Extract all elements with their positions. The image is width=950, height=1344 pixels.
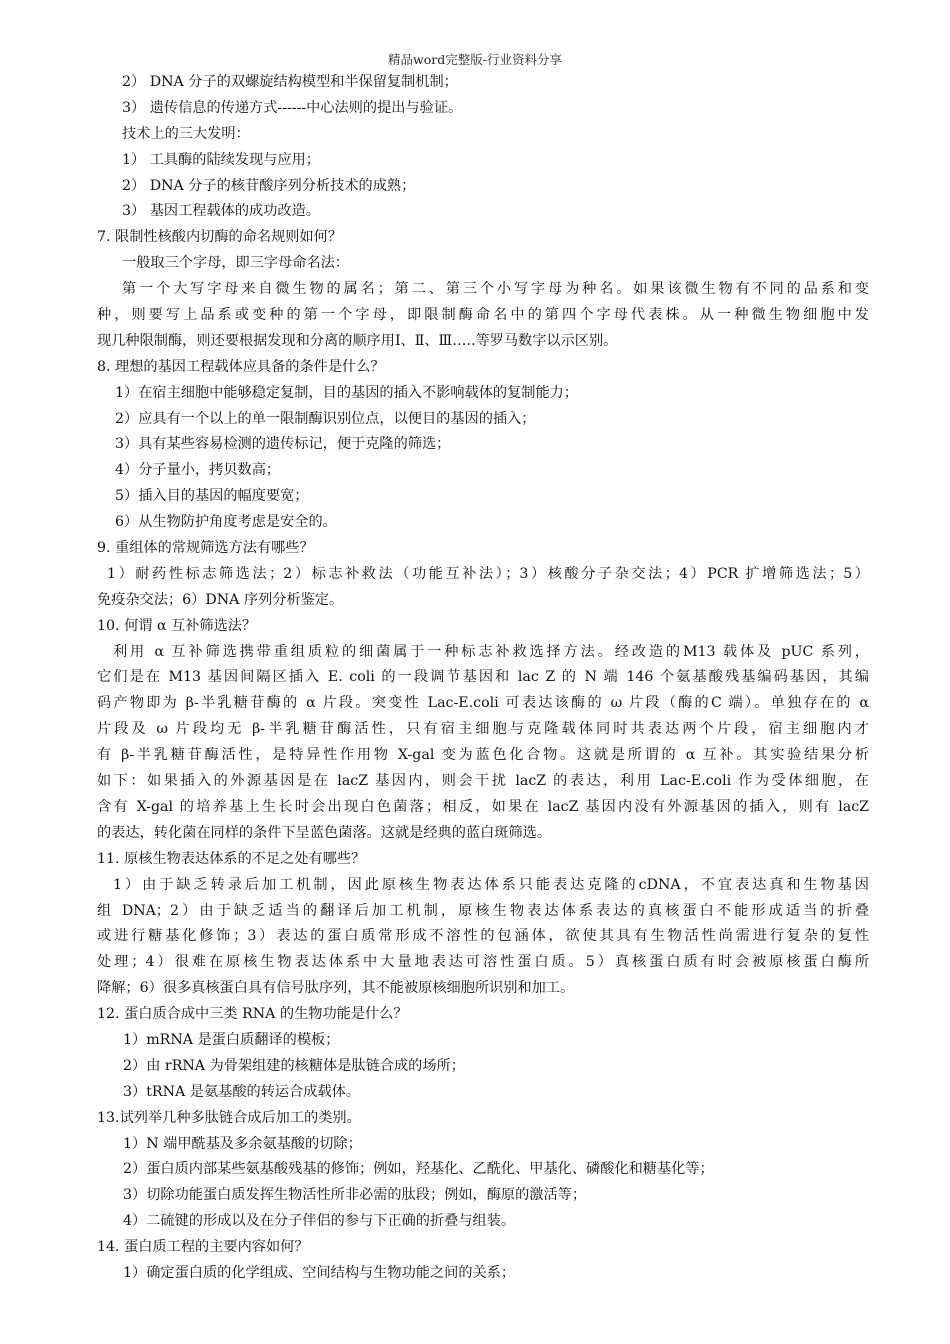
text-line: 10. 何谓 α 互补筛选法？ <box>97 617 257 634</box>
page-header: 精品word完整版-行业资料分享 <box>388 52 562 67</box>
text-line: 种，则要写上品系或变种的第一个字母，即限制酶命名中的第四个字母代表株。从一种微生物细胞中发 <box>97 307 869 324</box>
text-line: 1）在宿主细胞中能够稳定复制，目的基因的插入不影响载体的复制能力； <box>115 384 579 401</box>
text-line: 1）由于缺乏转录后加工机制，因此原核生物表达体系只能表达克隆的cDNA，不宜表达真和生物基因 <box>113 876 869 893</box>
text-line: 4）二硫键的形成以及在分子伴侣的参与下正确的折叠与组装。 <box>123 1213 516 1230</box>
text-line: 11. 原核生物表达体系的不足之处有哪些？ <box>97 850 366 867</box>
text-line: 处理；4）很难在原核生物表达体系中大量地表达可溶性蛋白质。5）真核蛋白质有时会被原核蛋白酶所 <box>97 954 869 971</box>
text-line: 的表达，转化菌在同样的条件下呈蓝色菌落。这就是经典的蓝白斑筛选。 <box>97 824 552 841</box>
text-line: 有 β-半乳糖苷酶活性，是特异性作用物 X-gal 变为蓝色化合物。这就是所谓的 α 互补。其实验结果分析 <box>97 747 869 764</box>
text-line: 2） DNA 分子的核苷酸序列分析技术的成熟； <box>122 177 416 194</box>
text-line: 7. 限制性核酸内切酶的命名规则如何？ <box>97 229 343 246</box>
text-line: 它们是在 M13 基因间隔区插入 E. coli 的一段调节基因和 lac Z 的 N 端 146 个氨基酸残基编码基因，其编 <box>97 669 869 686</box>
text-line: 4）分子量小，拷贝数高； <box>115 462 281 479</box>
text-line: 2）应具有一个以上的单一限制酶识别位点，以便目的基因的插入； <box>115 410 536 427</box>
text-line: 含有 X-gal 的培养基上生长时会出现白色菌落；相反，如果在 lacZ 基因内没有外源基因的插入，则有 lacZ <box>97 798 869 815</box>
text-line: 技术上的三大发明： <box>122 125 250 142</box>
text-line: 免疫杂交法；6）DNA 序列分析鉴定。 <box>97 591 344 608</box>
text-line: 14. 蛋白质工程的主要内容如何？ <box>97 1239 309 1256</box>
text-line: 2）蛋白质内部某些氨基酸残基的修饰；例如，羟基化、乙酰化、甲基化、磷酸化和糖基化等； <box>123 1161 714 1178</box>
text-line: 1）确定蛋白质的化学组成、空间结构与生物功能之间的关系； <box>123 1264 516 1281</box>
text-line: 3）tRNA 是氨基酸的转运合成载体。 <box>123 1083 361 1100</box>
text-line: 或进行糖基化修饰；3）表达的蛋白质常形成不溶性的包涵体，欲使其具有生物活性尚需进行复杂的复性 <box>97 928 869 945</box>
text-line: 13.试列举几种多肽链合成后加工的类别。 <box>97 1109 361 1126</box>
text-line: 3）具有某些容易检测的遗传标记，便于克隆的筛选； <box>115 436 451 453</box>
text-line: 3） 遗传信息的传递方式------中心法则的提出与验证。 <box>122 99 463 116</box>
text-line: 码产物即为 β-半乳糖苷酶的 α 片段。突变性 Lac-E.coli 可表达该酶的 ω 片段（酶的C 端）。单独存在的 α <box>97 695 869 712</box>
text-line: 8. 理想的基因工程载体应具备的条件是什么？ <box>97 358 385 375</box>
text-line: 1） 工具酶的陆续发现与应用； <box>122 151 320 168</box>
text-line: 如下：如果插入的外源基因是在 lacZ 基因内，则会干扰 lacZ 的表达，利用 Lac-E.coli 作为受体细胞，在 <box>97 773 869 790</box>
text-line: 第一个大写字母来自微生物的属名；第二、第三个小写字母为种名。如果该微生物有不同的品系和变 <box>122 281 869 298</box>
text-line: 1）耐药性标志筛选法；2）标志补救法（功能互补法）；3）核酸分子杂交法；4）PCR 扩增筛选法；5） <box>107 565 869 582</box>
text-line: 5）插入目的基因的幅度要宽； <box>115 488 309 505</box>
text-line: 9. 重组体的常规筛选方法有哪些？ <box>97 540 314 557</box>
text-line: 组 DNA；2）由于缺乏适当的翻译后加工机制，原核生物表达体系表达的真核蛋白不能形成适当的折叠 <box>97 902 869 919</box>
text-line: 一般取三个字母，即三字母命名法： <box>122 255 350 272</box>
document-body <box>97 70 869 1287</box>
text-line: 1）N 端甲酰基及多余氨基酸的切除； <box>123 1135 362 1152</box>
text-line: 片段及 ω 片段均无 β-半乳糖苷酶活性，只有宿主细胞与克隆载体同时共表达两个片段，宿主细胞内才 <box>97 721 869 738</box>
text-line: 1）mRNA 是蛋白质翻译的模板； <box>123 1031 340 1048</box>
text-line: 利用 α 互补筛选携带重组质粒的细菌属于一种标志补救选择方法。经改造的M13 载体及 pUC 系列， <box>113 643 869 660</box>
text-line: 3） 基因工程载体的成功改造。 <box>122 203 320 220</box>
text-line: 降解；6）很多真核蛋白具有信号肽序列，其不能被原核细胞所识别和加工。 <box>97 980 575 997</box>
text-line: 2） DNA 分子的双螺旋结构模型和半保留复制机制； <box>122 74 458 90</box>
text-line: 12. 蛋白质合成中三类 RNA 的生物功能是什么？ <box>97 1006 408 1023</box>
text-line: 现几种限制酶，则还要根据发现和分离的顺序用Ⅰ、Ⅱ、Ⅲ…..等罗马数字以示区别。 <box>97 332 618 349</box>
text-line: 6）从生物防护角度考虑是安全的。 <box>115 514 337 531</box>
text-line: 3）切除功能蛋白质发挥生物活性所非必需的肽段；例如，酶原的激活等； <box>123 1187 587 1204</box>
text-line: 2）由 rRNA 为骨架组建的核糖体是肽链合成的场所； <box>123 1057 465 1074</box>
